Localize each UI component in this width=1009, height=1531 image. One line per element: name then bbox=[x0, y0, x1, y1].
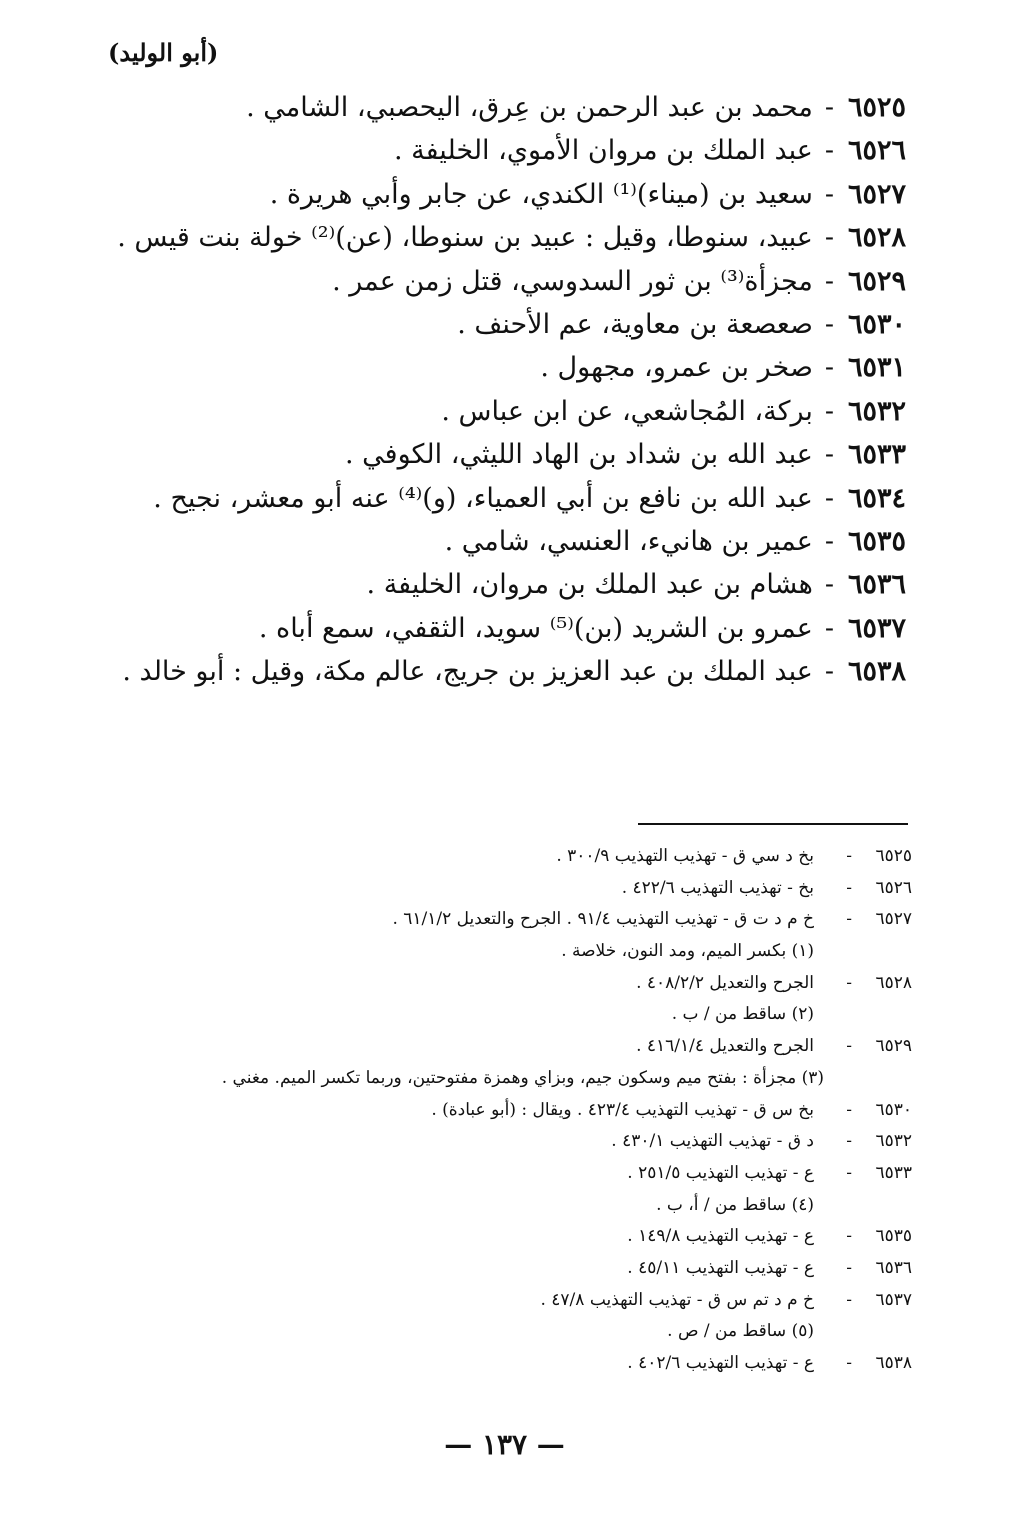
footnote-dash: - bbox=[846, 1289, 852, 1310]
footnote-number: ٦٥٢٩ bbox=[875, 1036, 912, 1057]
footnote-dash: - bbox=[846, 1257, 852, 1278]
entry-row bbox=[100, 266, 906, 309]
entry-row bbox=[100, 179, 906, 222]
footnote-dash: - bbox=[846, 1036, 852, 1057]
entry-row bbox=[100, 135, 906, 178]
entry-dash: - bbox=[824, 525, 834, 557]
entry-number: ٦٥٢٧ bbox=[847, 178, 906, 210]
footnote-row bbox=[100, 1226, 912, 1258]
footnote-row bbox=[100, 1100, 912, 1132]
entry-dash: - bbox=[824, 178, 834, 210]
footnote-text: الجرح والتعديل ٤٠٨/٢/٢ . bbox=[636, 972, 814, 993]
footnote-row bbox=[100, 1258, 912, 1290]
footnote-row bbox=[100, 1163, 912, 1195]
entry-text: مجزأة⁽³⁾ بن ثور السدوسي، قتل زمن عمر . bbox=[332, 265, 813, 297]
footnote-text: ع - تهذيب التهذيب ٢٥١/٥ . bbox=[627, 1162, 814, 1183]
footnote-dash: - bbox=[846, 877, 852, 898]
entry-dash: - bbox=[824, 265, 834, 297]
footnote-number: ٦٥٣٣ bbox=[875, 1162, 912, 1183]
entry-number: ٦٥٣٥ bbox=[847, 525, 906, 557]
entry-number: ٦٥٣٨ bbox=[847, 656, 906, 688]
footnote-number: ٦٥٣٧ bbox=[875, 1289, 912, 1310]
entry-row bbox=[100, 483, 906, 526]
footnote-number: ٦٥٣٥ bbox=[875, 1226, 912, 1247]
footnote-text: (٤) ساقط من / أ، ب . bbox=[656, 1194, 814, 1215]
entry-number: ٦٥٢٨ bbox=[847, 222, 906, 254]
entry-dash: - bbox=[824, 222, 834, 254]
entry-number: ٦٥٣٤ bbox=[847, 482, 906, 514]
entry-number: ٦٥٢٩ bbox=[847, 265, 906, 297]
entry-row bbox=[100, 352, 906, 395]
footnote-row bbox=[100, 878, 912, 910]
entry-text: بركة، المُجاشعي، عن ابن عباس . bbox=[441, 395, 813, 427]
footnote-text: ع - تهذيب التهذيب ٤٠٢/٦ . bbox=[627, 1353, 814, 1373]
entry-dash: - bbox=[824, 92, 834, 123]
entry-row bbox=[100, 526, 906, 569]
footnote-row bbox=[100, 1004, 912, 1036]
entry-row bbox=[100, 569, 906, 612]
entry-text: صعصعة بن معاوية، عم الأحنف . bbox=[457, 308, 813, 340]
entry-text: هشام بن عبد الملك بن مروان، الخليفة . bbox=[366, 569, 813, 601]
entry-text: صخر بن عمرو، مجهول . bbox=[540, 352, 813, 384]
footnote-text: (٣) مجزأة : بفتح ميم وسكون جيم، وبزاي وهمزة مفتوحتين، وربما تكسر الميم. مغني . bbox=[221, 1067, 824, 1088]
entry-dash: - bbox=[824, 482, 834, 514]
footnote-separator bbox=[638, 823, 908, 825]
entry-text: عبد الله بن شداد بن الهاد الليثي، الكوفي . bbox=[345, 439, 813, 471]
footnote-number: ٦٥٢٥ bbox=[875, 846, 912, 866]
footnote-number: ٦٥٣٨ bbox=[875, 1353, 912, 1373]
footnote-text: بخ س ق - تهذيب التهذيب ٤٢٣/٤ . ويقال : (أبو عبادة) . bbox=[431, 1099, 814, 1120]
footnote-dash: - bbox=[846, 909, 852, 930]
entry-number: ٦٥٣٧ bbox=[847, 612, 906, 644]
footnote-text: (١) بكسر الميم، ومد النون، خلاصة . bbox=[561, 941, 814, 962]
entry-text: عمير بن هانيء، العنسي، شامي . bbox=[444, 525, 813, 557]
entry-dash: - bbox=[824, 395, 834, 427]
entry-row bbox=[100, 396, 906, 439]
entry-dash: - bbox=[824, 135, 834, 167]
entry-dash: - bbox=[824, 352, 834, 384]
footnote-text: (٢) ساقط من / ب . bbox=[671, 1004, 814, 1025]
entry-text: عبد الملك بن مروان الأموي، الخليفة . bbox=[394, 135, 813, 167]
footnote-row bbox=[100, 1195, 912, 1227]
footnote-number: ٦٥٣٦ bbox=[875, 1257, 912, 1278]
footnotes-list bbox=[100, 846, 912, 1385]
running-head: (أبو الوليد) bbox=[108, 38, 219, 67]
footnote-row bbox=[100, 909, 912, 941]
entry-row bbox=[100, 222, 906, 265]
entry-number: ٦٥٣٢ bbox=[847, 395, 906, 427]
footnote-text: بخ د سي ق - تهذيب التهذيب ٣٠٠/٩ . bbox=[556, 846, 814, 866]
footnote-text: خ م د ت ق - تهذيب التهذيب ٩١/٤ . الجرح والتعديل ٦١/١/٢ . bbox=[392, 909, 814, 930]
footnote-number: ٦٥٢٦ bbox=[875, 877, 912, 898]
entry-text: عبد الله بن نافع بن أبي العمياء، (و)⁽⁴⁾ عنه أبو معشر، نجيح . bbox=[153, 482, 813, 514]
footnote-dash: - bbox=[846, 1162, 852, 1183]
footnote-text: الجرح والتعديل ٤١٦/١/٤ . bbox=[636, 1036, 814, 1057]
entry-number: ٦٥٢٦ bbox=[847, 135, 906, 167]
footnote-dash: - bbox=[846, 1353, 852, 1373]
footnote-text: خ م د تم س ق - تهذيب التهذيب ٤٧/٨ . bbox=[540, 1289, 814, 1310]
footnote-dash: - bbox=[846, 1099, 852, 1120]
footnote-number: ٦٥٣٠ bbox=[875, 1099, 912, 1120]
entry-text: محمد بن عبد الرحمن بن عِرق، اليحصبي، الشامي . bbox=[246, 92, 813, 123]
footnote-row bbox=[100, 1353, 912, 1385]
entry-dash: - bbox=[824, 439, 834, 471]
footnote-text: ع - تهذيب التهذيب ٤٥/١١ . bbox=[627, 1257, 814, 1278]
footnote-row bbox=[100, 1131, 912, 1163]
entry-dash: - bbox=[824, 569, 834, 601]
entry-number: ٦٥٣٠ bbox=[847, 308, 906, 340]
footnote-row bbox=[100, 1036, 912, 1068]
entry-number: ٦٥٣٦ bbox=[847, 569, 906, 601]
footnote-number: ٦٥٢٧ bbox=[875, 909, 912, 930]
footnote-row bbox=[100, 973, 912, 1005]
footnote-row bbox=[100, 1290, 912, 1322]
entry-row bbox=[100, 613, 906, 656]
entry-text: عبيد، سنوطا، وقيل : عبيد بن سنوطا، (عن)⁽²⁾ خولة بنت قيس . bbox=[117, 222, 813, 254]
footnote-text: ع - تهذيب التهذيب ١٤٩/٨ . bbox=[627, 1226, 814, 1247]
footnote-number: ٦٥٢٨ bbox=[875, 972, 912, 993]
footnote-dash: - bbox=[846, 1226, 852, 1247]
entries-list bbox=[100, 92, 906, 699]
entry-text: عمرو بن الشريد (بن)⁽⁵⁾ سويد، الثقفي، سمع أباه . bbox=[258, 612, 813, 644]
footnote-dash: - bbox=[846, 1131, 852, 1152]
footnote-number: ٦٥٣٢ bbox=[875, 1131, 912, 1152]
footnote-row bbox=[100, 1321, 912, 1353]
entry-number: ٦٥٣٣ bbox=[847, 439, 906, 471]
footnote-dash: - bbox=[846, 846, 852, 866]
entry-number: ٦٥٢٥ bbox=[847, 92, 906, 123]
entry-row bbox=[100, 309, 906, 352]
entry-row bbox=[100, 656, 906, 699]
entry-number: ٦٥٣١ bbox=[847, 352, 906, 384]
footnote-row bbox=[100, 941, 912, 973]
footnote-text: د ق - تهذيب التهذيب ٤٣٠/١ . bbox=[611, 1131, 814, 1152]
footnote-text: بخ - تهذيب التهذيب ٤٢٢/٦ . bbox=[621, 877, 814, 898]
entry-dash: - bbox=[824, 308, 834, 340]
entry-row bbox=[100, 92, 906, 135]
footnote-text: (٥) ساقط من / ص . bbox=[667, 1321, 814, 1342]
footnote-row bbox=[100, 846, 912, 878]
entry-row bbox=[100, 439, 906, 482]
entry-dash: - bbox=[824, 656, 834, 688]
entry-text: سعيد بن (ميناء)⁽¹⁾ الكندي، عن جابر وأبي هريرة . bbox=[269, 178, 813, 210]
footnote-dash: - bbox=[846, 972, 852, 993]
entry-dash: - bbox=[824, 612, 834, 644]
footnote-row bbox=[100, 1068, 912, 1100]
page-number: — ١٣٧ — bbox=[444, 1428, 565, 1461]
entry-text: عبد الملك بن عبد العزيز بن جريج، عالم مكة، وقيل : أبو خالد . bbox=[122, 656, 813, 688]
